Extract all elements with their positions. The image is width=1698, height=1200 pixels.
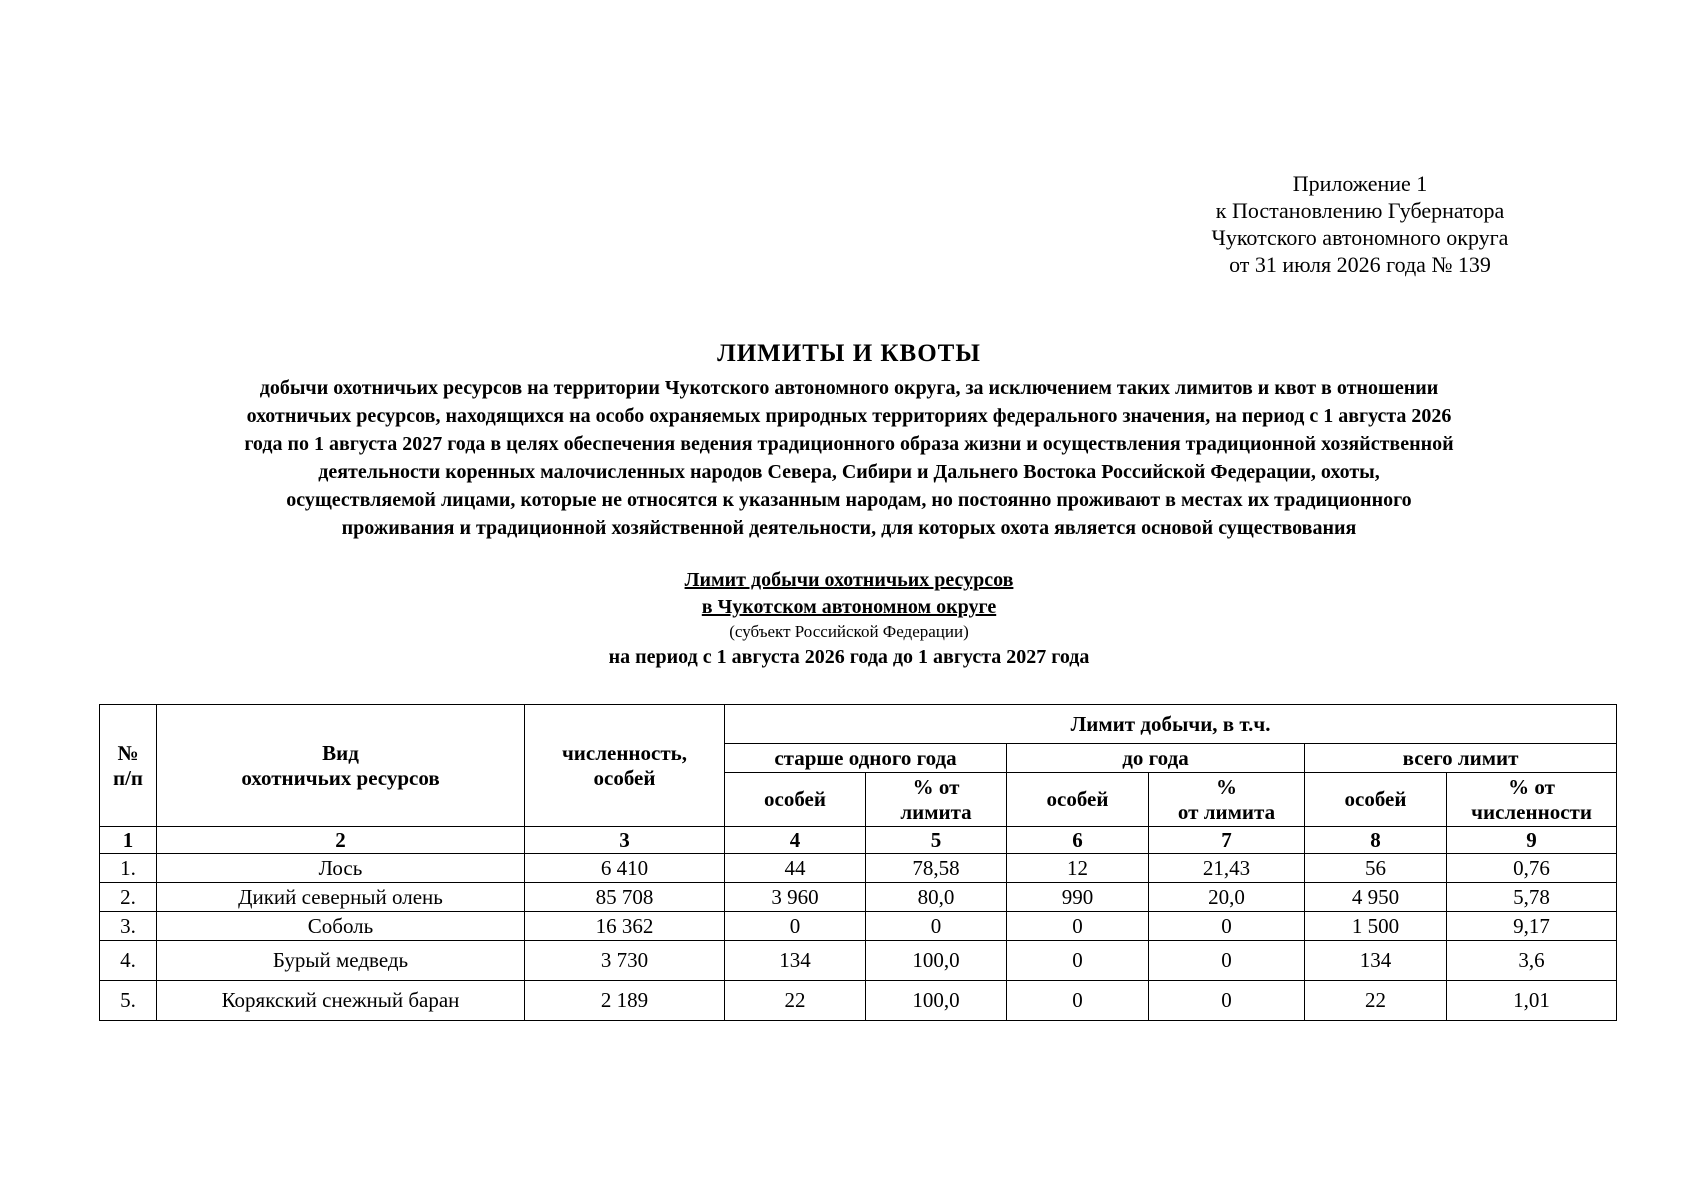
header-total-percent [1447,773,1617,827]
row-number: 2. [100,883,157,912]
subtitle-line: года по 1 августа 2027 года в целях обеспечения ведения традиционного образа жизни и осуществления традиционной хозяйственной [244,433,1454,455]
column-number: 2 [157,827,525,854]
header-under-individuals: особей [1007,773,1149,827]
total-individuals: 22 [1305,981,1447,1021]
header-total: всего лимит [1305,744,1617,773]
total-individuals: 4 950 [1305,883,1447,912]
header-kind-line: Вид [322,740,359,765]
appendix-line: Чукотского автономного округа [1211,225,1509,250]
column-number: 3 [525,827,725,854]
document-subtitle [0,374,1698,542]
population-count: 3 730 [525,941,725,981]
header-total-percent-line: численности [1471,799,1592,824]
column-number: 6 [1007,827,1149,854]
total-individuals: 1 500 [1305,912,1447,941]
population-count: 16 362 [525,912,725,941]
subtitle-line: охотничьих ресурсов, находящихся на особо охраняемых природных территориях федерального значения, на период с 1 августа 2026 [246,405,1452,427]
limit-heading-period: на период с 1 августа 2026 года до 1 августа 2027 года [608,646,1090,668]
column-number: 4 [725,827,866,854]
header-count-line: численность, [561,740,688,765]
limit-heading-note: (субъект Российской Федерации) [729,622,969,641]
limits-table [99,704,1617,1021]
older-individuals: 0 [725,912,866,941]
older-percent: 80,0 [866,883,1007,912]
resource-name: Бурый медведь [157,941,525,981]
under-percent: 0 [1149,981,1305,1021]
header-under-percent [1149,773,1305,827]
older-individuals: 3 960 [725,883,866,912]
header-older-percent [866,773,1007,827]
under-percent: 0 [1149,912,1305,941]
population-count: 6 410 [525,854,725,883]
resource-name: Соболь [157,912,525,941]
appendix-line: от 31 июля 2026 года № 139 [1229,252,1491,277]
table-row [100,981,1617,1021]
header-count [525,705,725,827]
appendix-line: Приложение 1 [1292,171,1428,196]
document-title: ЛИМИТЫ И КВОТЫ [717,340,981,367]
header-older: старше одного года [725,744,1007,773]
row-number: 5. [100,981,157,1021]
row-number: 4. [100,941,157,981]
header-total-percent-line: % от [1508,774,1555,799]
table-row [100,941,1617,981]
row-number: 3. [100,912,157,941]
under-individuals: 0 [1007,912,1149,941]
column-number: 1 [100,827,157,854]
older-individuals: 44 [725,854,866,883]
appendix-block [1140,170,1580,278]
subtitle-line: добычи охотничьих ресурсов на территории Чукотского автономного округа, за исключением таких лимитов и квот в отношении [259,377,1439,399]
total-percent: 3,6 [1447,941,1617,981]
header-under-percent-line: % [1216,774,1237,799]
under-individuals: 0 [1007,941,1149,981]
limit-heading-line: Лимит добычи охотничьих ресурсов [684,569,1014,591]
header-count-line: особей [593,765,656,790]
table-row [100,912,1617,941]
resource-name: Дикий северный олень [157,883,525,912]
header-number-line: № [117,740,139,765]
under-individuals: 990 [1007,883,1149,912]
column-number: 5 [866,827,1007,854]
table-row [100,854,1617,883]
total-percent: 9,17 [1447,912,1617,941]
column-number: 8 [1305,827,1447,854]
total-percent: 5,78 [1447,883,1617,912]
population-count: 85 708 [525,883,725,912]
older-individuals: 22 [725,981,866,1021]
limit-heading-line: в Чукотском автономном округе [701,596,997,618]
column-numbers-row [100,827,1617,854]
under-percent: 20,0 [1149,883,1305,912]
older-individuals: 134 [725,941,866,981]
header-number [100,705,157,827]
older-percent: 0 [866,912,1007,941]
population-count: 2 189 [525,981,725,1021]
total-percent: 0,76 [1447,854,1617,883]
header-limit-group: Лимит добычи, в т.ч. [725,705,1617,744]
header-kind [157,705,525,827]
header-total-individuals: особей [1305,773,1447,827]
resource-name: Лось [157,854,525,883]
older-percent: 100,0 [866,941,1007,981]
header-number-line: п/п [112,765,144,790]
header-kind-line: охотничьих ресурсов [241,765,440,790]
header-older-percent-line: % от [912,774,960,799]
header-older-percent-line: лимита [900,799,972,824]
older-percent: 100,0 [866,981,1007,1021]
subtitle-line: деятельности коренных малочисленных народов Севера, Сибири и Дальнего Востока Российской Федерации, охоты, [318,461,1380,483]
subtitle-line: осуществляемой лицами, которые не относятся к указанным народам, но постоянно проживают в местах их традиционного [286,489,1412,511]
header-under-percent-line: от лимита [1177,799,1276,824]
older-percent: 78,58 [866,854,1007,883]
total-individuals: 56 [1305,854,1447,883]
column-number: 7 [1149,827,1305,854]
under-percent: 21,43 [1149,854,1305,883]
header-under: до года [1007,744,1305,773]
header-older-individuals: особей [725,773,866,827]
under-individuals: 0 [1007,981,1149,1021]
limit-heading [0,567,1698,672]
total-percent: 1,01 [1447,981,1617,1021]
under-percent: 0 [1149,941,1305,981]
table-row [100,883,1617,912]
resource-name: Корякский снежный баран [157,981,525,1021]
under-individuals: 12 [1007,854,1149,883]
total-individuals: 134 [1305,941,1447,981]
row-number: 1. [100,854,157,883]
subtitle-line: проживания и традиционной хозяйственной деятельности, для которых охота является основой существования [341,517,1357,539]
appendix-line: к Постановлению Губернатора [1215,198,1505,223]
column-number: 9 [1447,827,1617,854]
